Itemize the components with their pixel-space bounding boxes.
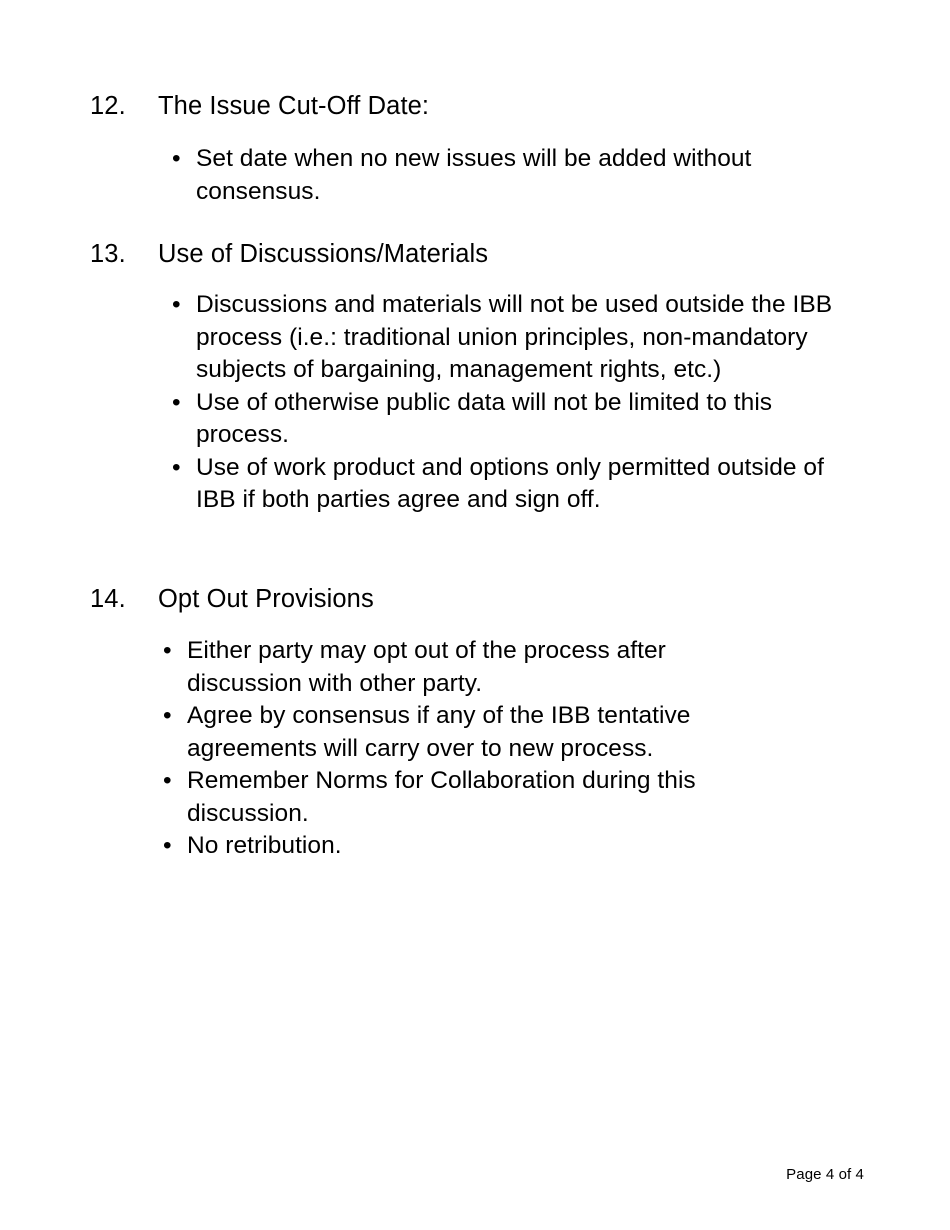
footer-page-number: Page 4 of 4 [786,1166,864,1183]
bullet-point-icon: • [163,832,172,859]
list-item [163,635,783,700]
section-12 [0,90,950,208]
list-item [172,289,868,387]
section-14-heading [0,583,950,615]
section-14-title: Opt Out Provisions [158,585,374,613]
list-item-text: Agree by consensus if any of the IBB tentative agreements will carry over to new process. [187,702,691,762]
section-13-number: 13. [90,240,126,268]
section-14-number: 14. [90,585,126,613]
section-13-heading [0,238,950,270]
bullet-point-icon: • [163,702,172,729]
section-12-bullet-list [172,143,862,208]
list-item [172,143,862,208]
section-12-heading [0,90,950,122]
section-14 [0,583,950,863]
section-14-bullet-list [163,635,783,863]
bullet-point-icon: • [172,145,181,172]
list-item-text: Set date when no new issues will be added without consensus. [196,145,752,205]
list-item [163,700,783,765]
list-item-text: Discussions and materials will not be used outside the IBB process (i.e.: traditional union principles, non-mandatory subjects of bargaining, management rights, etc.) [196,291,833,383]
bullet-point-icon: • [163,637,172,664]
bullet-point-icon: • [172,388,181,416]
list-item [163,830,783,863]
section-13-title: Use of Discussions/Materials [158,240,489,268]
list-item [163,765,783,830]
section-12-number: 12. [90,92,126,120]
bullet-point-icon: • [172,453,181,481]
list-item-text: Use of otherwise public data will not be limited to this process. [196,388,773,448]
bullet-point-icon: • [172,291,181,318]
section-13-bullet-list [172,289,868,517]
section-13 [0,238,950,517]
list-item-text: Remember Norms for Collaboration during this discussion. [187,767,696,827]
list-item [172,452,868,517]
list-item-text: Either party may opt out of the process after discussion with other party. [187,637,666,697]
page-footer [0,1120,950,1230]
list-item-text: Use of work product and options only permitted outside of IBB if both parties agree and sign off. [196,453,824,513]
list-item [172,387,868,452]
list-item-text: No retribution. [187,832,342,859]
bullet-point-icon: • [163,767,172,794]
section-12-title: The Issue Cut-Off Date: [158,92,430,120]
